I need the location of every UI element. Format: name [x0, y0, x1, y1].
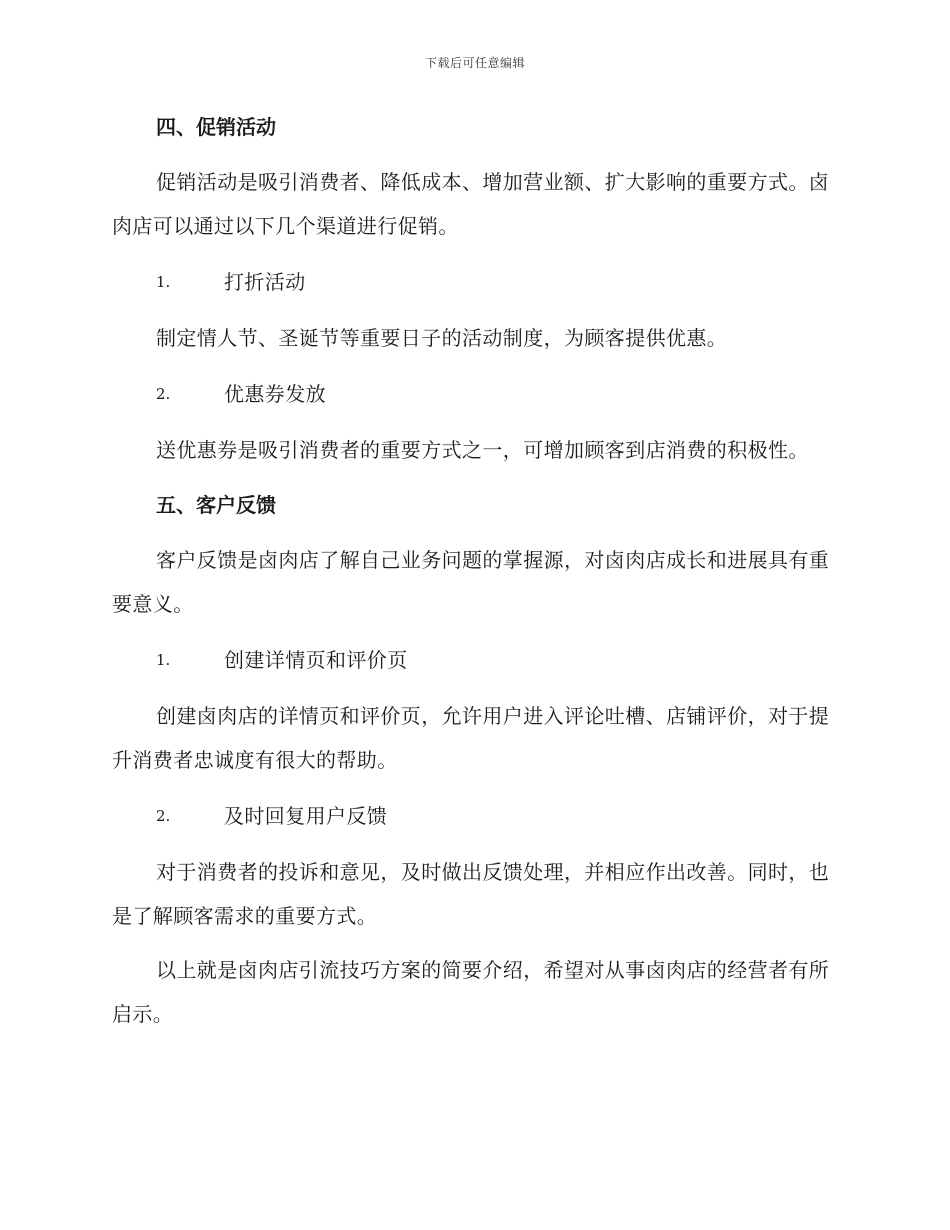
document-body: [112, 108, 832, 1036]
conclusion-paragraph: 以上就是卤肉店引流技巧方案的简要介绍，希望对从事卤肉店的经营者有所启示。: [112, 958, 830, 1026]
item-number: 2.: [156, 807, 171, 825]
promotions-item-1-heading: [112, 258, 832, 306]
promotions-item-2-paragraph: 送优惠券是吸引消费者的重要方式之一，可增加顾客到店消费的积极性。: [156, 438, 809, 462]
item-number: 1.: [156, 273, 171, 291]
promotions-item-1-paragraph: 制定情人节、圣诞节等重要日子的活动制度，为顾客提供优惠。: [156, 326, 728, 350]
feedback-item-2-paragraph: 对于消费者的投诉和意见，及时做出反馈处理，并相应作出改善。同时，也是了解顾客需求的重要方式。: [112, 860, 830, 928]
section-heading-feedback: 五、客户反馈: [156, 493, 276, 517]
item-number: 1.: [156, 651, 171, 669]
item-label: 优惠券发放: [224, 382, 326, 406]
section-heading-promotions: 四、促销活动: [156, 115, 276, 139]
page-header: 下载后可任意编辑: [424, 56, 525, 70]
feedback-item-1-heading: [112, 636, 832, 684]
feedback-item-2-heading: [112, 792, 832, 840]
feedback-item-1-paragraph: 创建卤肉店的详情页和评价页，允许用户进入评论吐槽、店铺评价，对于提升消费者忠诚度有很大的帮助。: [112, 704, 830, 772]
promotions-item-2-heading: [112, 370, 832, 418]
promotions-intro-paragraph: 促销活动是吸引消费者、降低成本、增加营业额、扩大影响的重要方式。卤肉店可以通过以下几个渠道进行促销。: [112, 170, 830, 238]
feedback-intro-paragraph: 客户反馈是卤肉店了解自己业务问题的掌握源，对卤肉店成长和进展具有重要意义。: [112, 548, 830, 616]
item-label: 及时回复用户反馈: [224, 804, 388, 828]
item-number: 2.: [156, 385, 171, 403]
item-label: 创建详情页和评价页: [224, 648, 408, 672]
item-label: 打折活动: [224, 270, 306, 294]
